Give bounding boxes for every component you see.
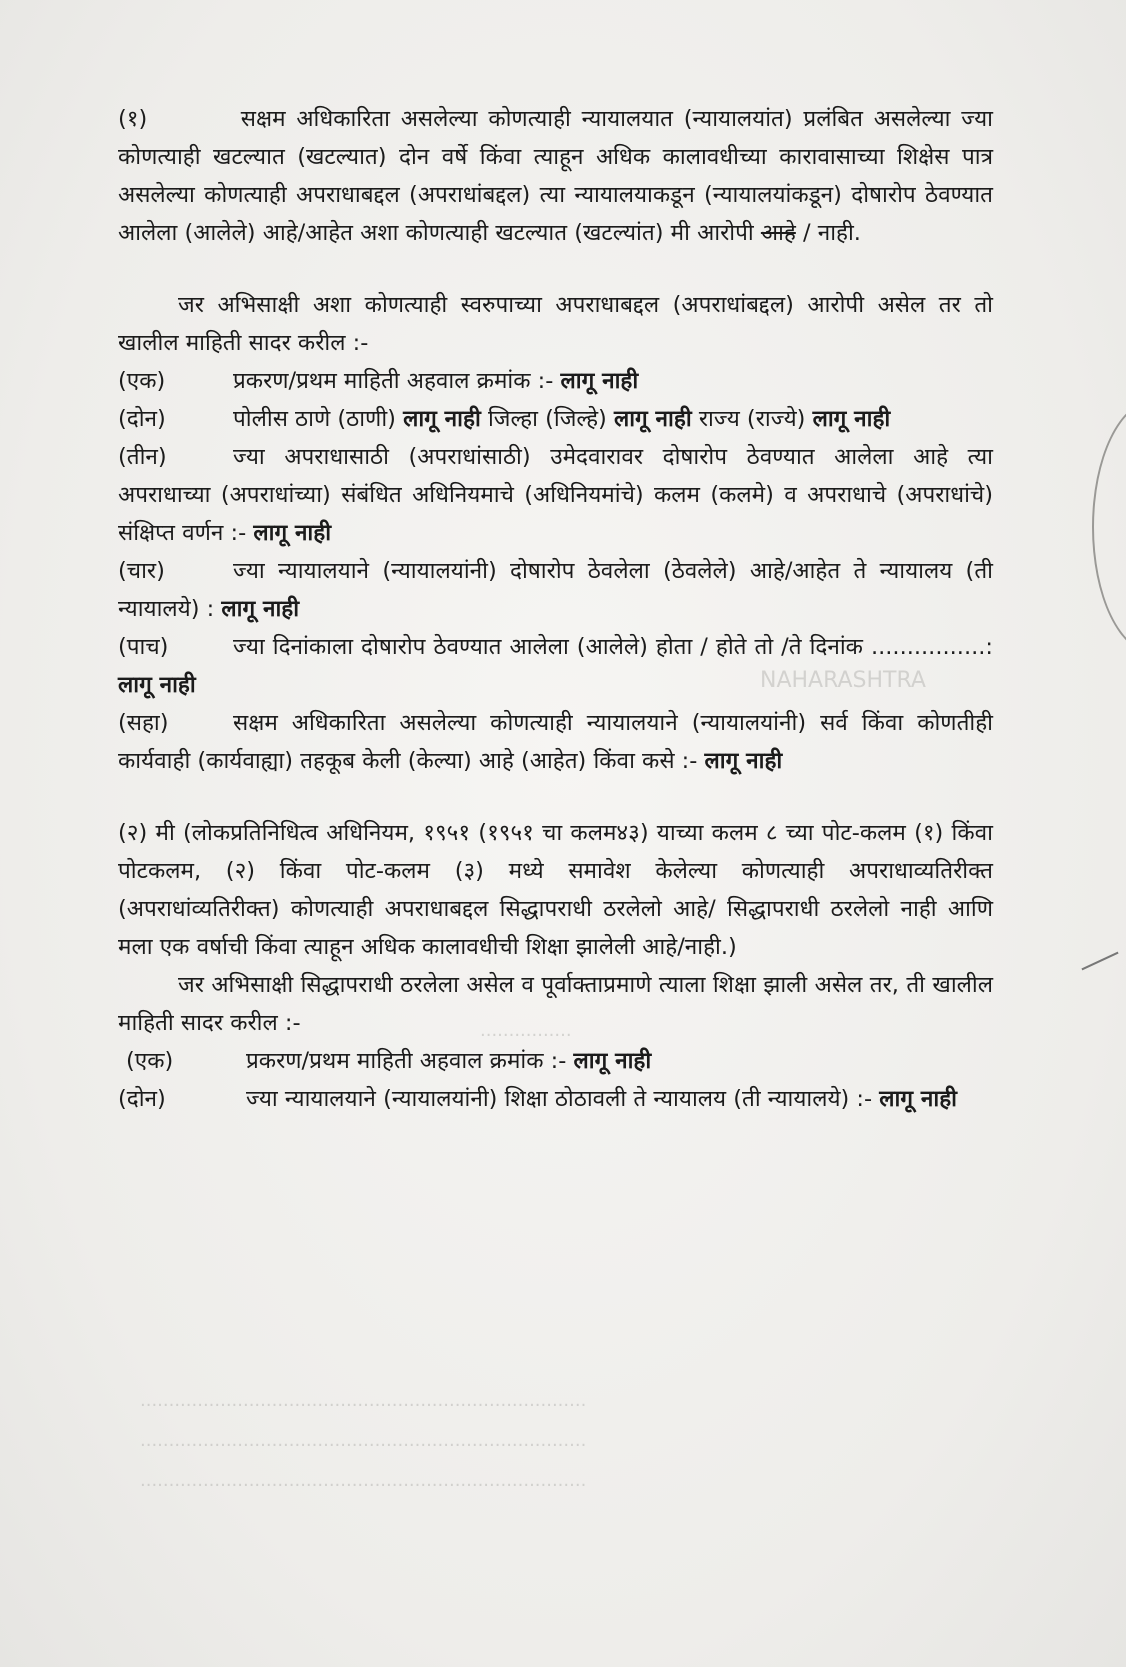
accused-intro: जर अभिसाक्षी अशा कोणत्याही स्वरुपाच्या अपराधाबद्दल (अपराधांबद्दल) आरोपी असेल तर तो खालील माहिती सादर करील :- bbox=[118, 292, 993, 356]
stamp-edge bbox=[1092, 400, 1126, 654]
item-text: ज्या अपराधासाठी (अपराधांसाठी) उमेदवारावर दोषारोप ठेवण्यात आलेला आहे त्या अपराधाच्या (अपराधांच्या) संबंधित अधिनियमाचे (अधिनियमांचे) कलम (कलमे) व अपराधाचे (अपराधांचे) संक्षिप्त वर्णन :- bbox=[118, 444, 993, 546]
document-body bbox=[118, 100, 993, 1118]
item-char: (चार) ज्या न्यायालयाने (न्यायालयांनी) दोषारोप ठेवलेला (ठेवलेले) आहे/आहेत ते न्यायालय (ती न्यायालये) : लागू नाही bbox=[118, 552, 993, 628]
item-saha: (सहा) सक्षम अधिकारिता असलेल्या कोणत्याही न्यायालयाने (न्यायालयांनी) सर्व किंवा कोणतीही कार्यवाही (कार्यवाह्या) तहकूब केली (केल्या) आहे (आहेत) किंवा कसे :- लागू नाही bbox=[118, 704, 993, 780]
convicted-intro: जर अभिसाक्षी सिद्धापराधी ठरलेला असेल व पूर्वाक्ताप्रमाणे त्याला शिक्षा झाली असेल तर, ती खालील माहिती सादर करील :- bbox=[118, 972, 993, 1036]
section-2-paragraph bbox=[118, 814, 993, 966]
item-label: (चार) bbox=[118, 558, 165, 584]
section-1-end: / नाही. bbox=[802, 220, 861, 246]
section-2-text: मी (लोकप्रतिनिधित्व अधिनियम, १९५१ (१९५१ चा कलम४३) याच्या कलम ८ च्या पोट-कलम (१) किंवा पोटकलम, (२) किंवा पोट-कलम (३) मध्ये समावेश केलेल्या कोणत्याही अपराधाव्यतिरीक्त (अपराधांव्यतिरीक्त) कोणत्याही अपराधाबद्दल सिद्धापराधी ठरलेलो आहे/ सिद्धापराधी ठरलेलो नाही आणि मला एक वर्षाची किंवा त्याहून अधिक कालावधीची शिक्षा झालेली आहे/नाही.) bbox=[118, 820, 993, 960]
item-pach: (पाच) ज्या दिनांकाला दोषारोप ठेवण्यात आलेला (आलेले) होता / होते तो /ते दिनांक ................: लागू नाही bbox=[118, 628, 993, 704]
item-label: (एक) bbox=[118, 368, 166, 394]
item-ek bbox=[118, 362, 993, 400]
show-through-text: ................ bbox=[480, 1020, 572, 1041]
item-text: सक्षम अधिकारिता असलेल्या कोणत्याही न्यायालयाने (न्यायालयांनी) सर्व किंवा कोणतीही कार्यवाही (कार्यवाह्या) तहकूब केली (केल्या) आहे (आहेत) किंवा कसे :- bbox=[118, 710, 993, 774]
section-1-text: सक्षम अधिकारिता असलेल्या कोणत्याही न्यायालयात (न्यायालयांत) प्रलंबित असलेल्या ज्या कोणत्याही खटल्यात (खटल्यात) दोन वर्षे किंवा त्याहून अधिक कालावधीच्या कारावासाच्या शिक्षेस पात्र असलेल्या कोणत्याही अपराधाबद्दल (अपराधांबद्दल) त्या न्यायालयाकडून (न्यायालयांकडून) दोषारोप ठेवण्यात आलेला (आलेले) आहे/आहेत अशा कोणत्याही खटल्यात (खटल्यांत) मी आरोपी bbox=[118, 106, 994, 246]
show-through-text: .............................................................................. bbox=[140, 1390, 587, 1411]
show-through-text: NAHARASHTRA bbox=[760, 668, 926, 693]
conviction-item-ek: (एक) प्रकरण/प्रथम माहिती अहवाल क्रमांक :- लागू नाही bbox=[126, 1042, 993, 1080]
section-1-paragraph bbox=[118, 100, 993, 252]
item-label: (पाच) bbox=[118, 634, 169, 660]
item-label: (एक) bbox=[126, 1048, 174, 1074]
item-don: (दोन) पोलीस ठाणे (ठाणी) लागू नाही जिल्हा (जिल्हे) लागू नाही राज्य (राज्ये) लागू नाही bbox=[118, 400, 993, 438]
item-text: ज्या दिनांकाला दोषारोप ठेवण्यात आलेला (आलेले) होता / होते तो /ते दिनांक ................: bbox=[233, 634, 993, 660]
pen-mark bbox=[1081, 952, 1118, 971]
item-label: (सहा) bbox=[118, 710, 169, 736]
item-text: पोलीस ठाणे (ठाणी) bbox=[233, 406, 396, 432]
item-text: ज्या न्यायालयाने (न्यायालयांनी) दोषारोप ठेवलेला (ठेवलेले) आहे/आहेत ते न्यायालय (ती न्यायालये) : bbox=[118, 558, 993, 622]
item-teen: (तीन) ज्या अपराधासाठी (अपराधांसाठी) उमेदवारावर दोषारोप ठेवण्यात आलेला आहे त्या अपराधाच्या (अपराधांच्या) संबंधित अधिनियमाचे (अधिनियमांचे) कलम (कलमे) व अपराधाचे (अपराधांचे) संक्षिप्त वर्णन :- लागू नाही bbox=[118, 438, 993, 552]
not-applicable: लागू नाही bbox=[560, 368, 639, 394]
item-label: (दोन) bbox=[118, 1086, 166, 1112]
show-through-text: .............................................................................. bbox=[140, 1470, 587, 1491]
conviction-item-don: (दोन) ज्या न्यायालयाने (न्यायालयांनी) शिक्षा ठोठावली ते न्यायालय (ती न्यायालये) :- लागू नाही bbox=[118, 1080, 993, 1118]
item-text: ज्या न्यायालयाने (न्यायालयांनी) शिक्षा ठोठावली ते न्यायालय (ती न्यायालये) :- bbox=[246, 1086, 873, 1112]
item-text: प्रकरण/प्रथम माहिती अहवाल क्रमांक :- bbox=[233, 368, 554, 394]
item-label: (तीन) bbox=[118, 444, 167, 470]
section-2-number: (२) bbox=[118, 820, 148, 846]
show-through-text: .............................................................................. bbox=[140, 1430, 587, 1451]
struck-word: आहे bbox=[760, 220, 796, 246]
item-text: प्रकरण/प्रथम माहिती अहवाल क्रमांक :- bbox=[246, 1048, 567, 1074]
item-label: (दोन) bbox=[118, 406, 166, 432]
section-1-number: (१) bbox=[118, 106, 148, 132]
